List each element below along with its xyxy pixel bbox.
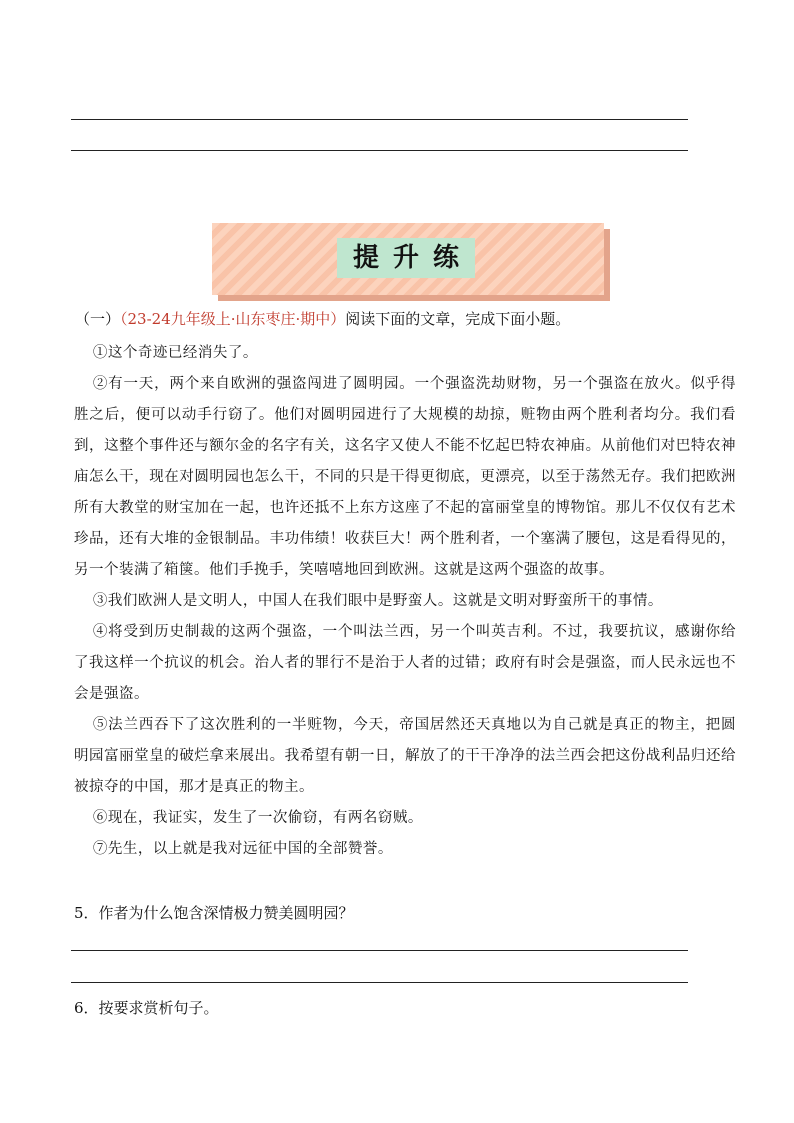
question-5: 5．作者为什么饱含深情极力赞美圆明园？	[74, 904, 354, 922]
reading-instruction: 阅读下面的文章，完成下面小题。	[345, 310, 571, 328]
answer-line-q5-2[interactable]	[71, 982, 688, 983]
section-title: 提升练	[337, 238, 475, 278]
source-label: （一）	[75, 310, 121, 328]
reading-source-line	[75, 308, 570, 330]
source-tag: （23-24九年级上·山东枣庄·期中）	[120, 310, 346, 328]
passage-paragraph-5: ⑤法兰西吞下了这次胜利的一半赃物，今天，帝国居然还天真地以为自己就是真正的物主，把圆明园富丽堂皇的破烂拿来展出。我希望有朝一日，解放了的干干净净的法兰西会把这份战利品归还给被掠夺的中国，那才是真正的物主。	[74, 717, 736, 795]
answer-line-q5-1[interactable]	[71, 950, 688, 951]
passage-paragraph-3: ③我们欧洲人是文明人，中国人在我们眼中是野蛮人。这就是文明对野蛮所干的事情。	[92, 593, 663, 609]
passage-paragraph-4: ④将受到历史制裁的这两个强盗，一个叫法兰西，另一个叫英吉利。不过，我要抗议，感谢你给了我这样一个抗议的机会。治人者的罪行不是治于人者的过错；政府有时会是强盗，而人民永远也不会是强盗。	[74, 624, 736, 702]
answer-line-top-1	[71, 119, 688, 120]
passage-paragraph-6: ⑥现在，我证实，发生了一次偷窃，有两名窃贼。	[92, 810, 423, 826]
question-6: 6．按要求赏析句子。	[74, 999, 219, 1017]
answer-line-top-2	[71, 150, 688, 151]
passage-paragraph-7: ⑦先生，以上就是我对远征中国的全部赞誉。	[92, 841, 393, 857]
reading-passage	[74, 338, 736, 865]
passage-paragraph-1: ①这个奇迹已经消失了。	[92, 345, 258, 361]
passage-paragraph-2: ②有一天，两个来自欧洲的强盗闯进了圆明园。一个强盗洗劫财物，另一个强盗在放火。似乎得胜之后，便可以动手行窃了。他们对圆明园进行了大规模的劫掠，赃物由两个胜利者均分。我们看到，这整个事件还与额尔金的名字有关，这名字又使人不能不忆起巴特农神庙。从前他们对巴特农神庙怎么干，现在对圆明园也怎么干，不同的只是干得更彻底，更漂亮，以至于荡然无存。我们把欧洲所有大教堂的财宝加在一起，也许还抵不上东方这座了不起的富丽堂皇的博物馆。那儿不仅仅有艺术珍品，还有大堆的金银制品。丰功伟绩！收获巨大！两个胜利者，一个塞满了腰包，这是看得见的，另一个装满了箱箧。他们手挽手，笑嘻嘻地回到欧洲。这就是这两个强盗的故事。	[74, 376, 736, 578]
